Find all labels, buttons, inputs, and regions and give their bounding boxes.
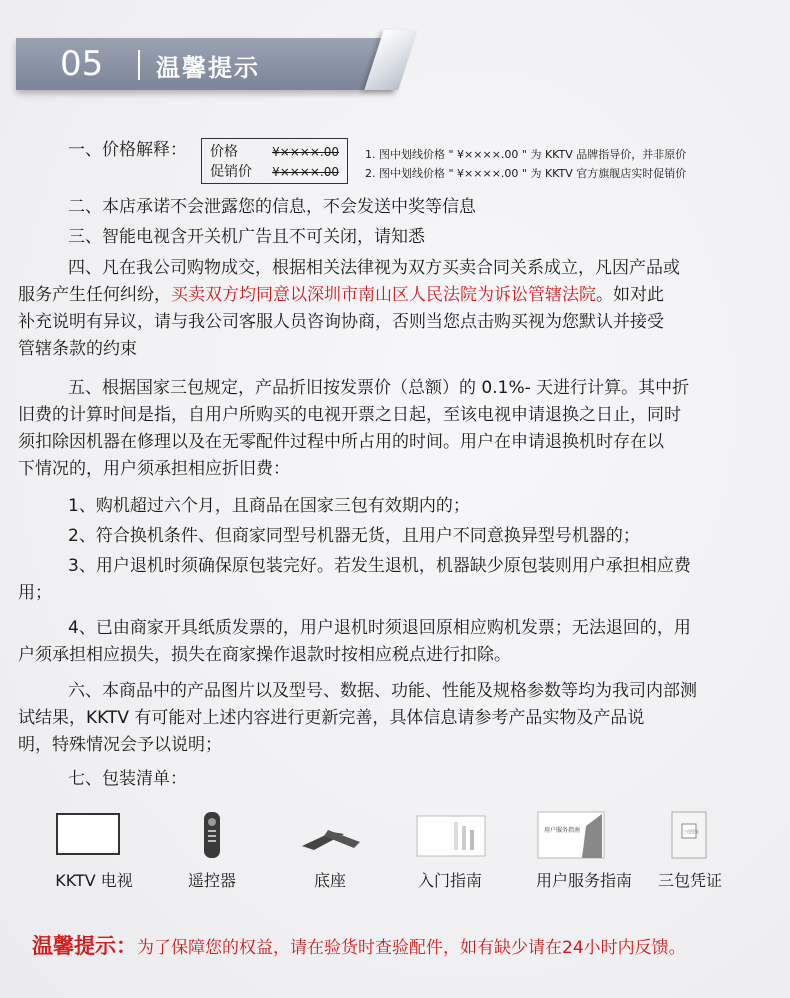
footer-notice: [32, 930, 686, 960]
package-label: 遥控器: [187, 871, 236, 890]
tv-icon: [34, 810, 154, 862]
clause-5-item-cont: 用；: [18, 583, 52, 603]
warranty-cover-text: 三包凭证: [683, 829, 699, 834]
clause-4-line-2: [18, 282, 778, 309]
package-label: 用户服务指南: [535, 871, 632, 890]
clause-4: [18, 255, 778, 363]
clause-5-line: 旧费的计算时间是指，自用户所购买的电视开票之日起，至该电视申请退换之日止，同时: [18, 405, 681, 425]
section-banner: [16, 38, 394, 90]
service-guide-cover-text: 用户服务指南: [544, 827, 581, 834]
price-label: 一、价格解释：: [68, 140, 187, 160]
clause-5-item-cont: 户须承担相应损失，损失在商家操作退款时按相应税点进行扣除。: [18, 645, 511, 665]
clause-5-item: 4、已由商家开具纸质发票的，用户退机时须退回原相应购机发票；无法退回的，用: [68, 618, 691, 638]
clause-4-text: 服务产生任何纠纷，: [18, 285, 171, 305]
clause-5-items: [18, 493, 778, 669]
clause-6-line: 明，特殊情况会予以说明；: [18, 735, 222, 755]
footer-text: 为了保障您的权益，请在验货时查验配件，如有缺少请在24小时内反馈。: [137, 938, 686, 958]
promo-row-value: ¥××××.00: [272, 165, 339, 179]
price-row-value: ¥××××.00: [272, 145, 339, 159]
clause-7: 七、包装清单：: [68, 769, 187, 789]
clause-5: [18, 375, 778, 483]
price-row-label: 价格: [210, 144, 238, 160]
clause-3: 三、智能电视含开关机广告且不可关闭，请知悉: [68, 227, 425, 247]
package-item-guide: [390, 810, 510, 890]
clause-5-item: 3、用户退机时须确保原包装完好。若发生退机，机器缺少原包装则用户承担相应费: [68, 556, 691, 576]
clause-2: 二、本店承诺不会泄露您的信息，不会发送中奖等信息: [68, 197, 476, 217]
jurisdiction-highlight: 买卖双方均同意以深圳市南山区人民法院为诉讼管辖法院: [171, 285, 596, 305]
clause-6-line: 六、本商品中的产品图片以及型号、数据、功能、性能及规格参数等均为我司内部测: [68, 681, 697, 701]
clause-4-text-end: 。如对此: [596, 285, 664, 305]
package-label: KKTV 电视: [55, 871, 133, 890]
price-note-2: 2. 图中划线价格 " ¥××××.00 " 为 KKTV 官方旗舰店实时促销价: [365, 167, 687, 180]
clause-4-line-1: 四、凡在我公司购物成交，根据相关法律视为双方买卖合同关系成立，凡因产品或: [68, 258, 680, 278]
warranty-icon: [630, 810, 750, 862]
service-guide-icon: [524, 810, 644, 862]
stand-icon: [270, 810, 390, 862]
package-item-tv: [34, 810, 154, 890]
clause-5-line: 五、根据国家三包规定，产品折旧按发票价（总额）的 0.1%- 天进行计算。其中折: [68, 378, 690, 398]
guide-icon: [390, 810, 510, 862]
package-label: 底座: [313, 871, 346, 890]
package-label: 三包凭证: [657, 871, 722, 890]
promo-row-label: 促销价: [210, 164, 252, 180]
remote-icon: [152, 810, 272, 862]
price-sample-box: [201, 138, 348, 184]
clause-4-line-3: 补充说明有异议，请与我公司客服人员咨询协商，否则当您点击购买视为您默认并接受: [18, 312, 664, 332]
package-item-warranty: [630, 810, 750, 890]
package-item-stand: [270, 810, 390, 890]
clause-6-line: 试结果，KKTV 有可能对上述内容进行更新完善，具体信息请参考产品实物及产品说: [18, 708, 645, 728]
banner-divider: [138, 50, 140, 80]
package-item-service-guide: [524, 810, 644, 890]
price-notes: [365, 145, 686, 183]
price-note-1: 1. 图中划线价格 " ¥××××.00 " 为 KKTV 品牌指导价，并非原价: [365, 148, 687, 161]
clause-5-item: 2、符合换机条件、但商家同型号机器无货，且用户不同意换异型号机器的；: [68, 526, 640, 546]
section-number: 05: [60, 44, 104, 84]
clause-5-item: 1、购机超过六个月，且商品在国家三包有效期内的；: [68, 496, 470, 516]
footer-label: 温馨提示：: [32, 934, 137, 958]
package-list: [40, 810, 780, 896]
clause-4-line-4: 管辖条款的约束: [18, 339, 137, 359]
package-item-remote: [152, 810, 272, 890]
package-label: 入门指南: [417, 871, 482, 890]
clause-6: [18, 678, 778, 759]
clause-5-line: 下情况的，用户须承担相应折旧费：: [18, 459, 290, 479]
clause-5-line: 须扣除因机器在修理以及在无零配件过程中所占用的时间。用户在申请退换机时存在以: [18, 432, 664, 452]
section-title: 温馨提示: [156, 54, 260, 82]
